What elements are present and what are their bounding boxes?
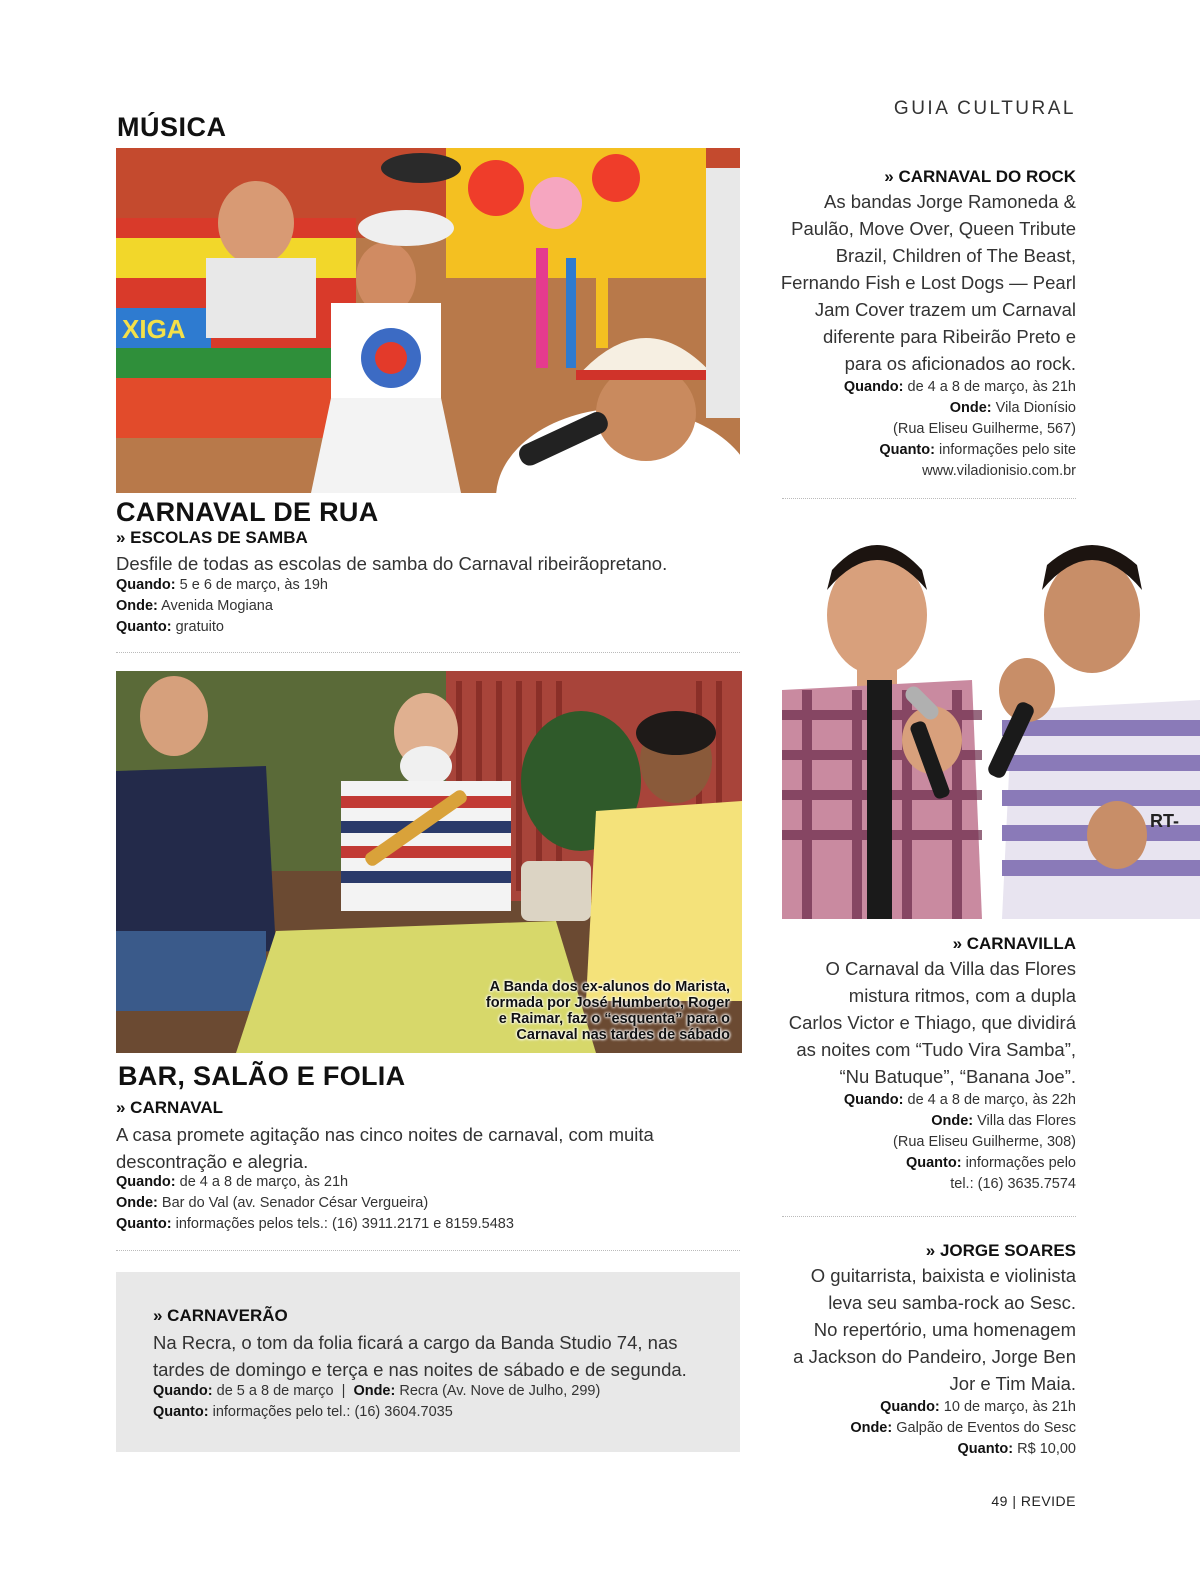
carnaverao-subtitle: » CARNAVERÃO [153, 1306, 288, 1325]
carnavilla-description: O Carnaval da Villa das Flores mistura ritmos, com a dupla Carlos Victor e Thiago, que dividirá as noites com “Tudo Vira Samba”, “Nu Batuque”, “Banana Joe”. [788, 958, 1076, 1087]
carnaval-rock-details: Quando: de 4 a 8 de março, às 21h Onde: Vila Dionísio (Rua Eliseu Guilherme, 567) Quanto: informações pelo site www.viladionisio.com.br [756, 377, 1076, 482]
carnaval-rock-block [756, 167, 1076, 482]
parade-banner-text: XIGA [122, 314, 186, 344]
jorge-soares-block [756, 1241, 1076, 1460]
singers-shirt-text: RT- [1150, 811, 1179, 831]
carnaverao-details: Quando: de 5 a 8 de março | Onde: Recra (Av. Nove de Julho, 299) Quanto: informações pelo tel.: (16) 3604.7035 [153, 1383, 601, 1420]
divider [782, 498, 1076, 499]
bar-salao-title: BAR, SALÃO E FOLIA [118, 1061, 406, 1091]
singers-photo [782, 530, 1200, 919]
divider [782, 1216, 1076, 1217]
divider [116, 652, 740, 653]
carnavilla-subtitle: » CARNAVILLA [952, 934, 1076, 953]
bar-salao-subtitle: » CARNAVAL [116, 1098, 224, 1117]
carnaval-de-rua-title: CARNAVAL DE RUA [116, 497, 379, 527]
carnaval-rock-description: As bandas Jorge Ramoneda & Paulão, Move Over, Queen Tribute Brazil, Children of The Beast, Fernando Fish e Lost Dogs — Pearl Jam Cover trazem um Carnaval diferente para Ribeirão Preto e para os aficionados ao rock. [780, 191, 1076, 374]
bar-salao-description: A casa promete agitação nas cinco noites de carnaval, com muita descontração e alegria. [116, 1124, 654, 1172]
carnaval-de-rua-description: Desfile de todas as escolas de samba do Carnaval ribeirãopretano. [116, 553, 668, 574]
carnaval-de-rua-details: Quando: 5 e 6 de março, às 19h Onde: Avenida Mogiana Quanto: gratuito [116, 577, 328, 635]
guide-header: GUIA CULTURAL [893, 98, 1076, 119]
carnaval-rock-subtitle: » CARNAVAL DO ROCK [884, 167, 1076, 186]
jorge-soares-details: Quando: 10 de março, às 21h Onde: Galpão de Eventos do Sesc Quanto: R$ 10,00 [850, 1399, 1076, 1457]
jorge-soares-subtitle: » JORGE SOARES [925, 1241, 1076, 1260]
carnavilla-block [756, 934, 1076, 1195]
band-photo-caption: A Banda dos ex-alunos do Marista, formada por José Humberto, Roger e Raimar, faz o “esquenta” para o Carnaval nas tardes de sábado [485, 979, 730, 1043]
bar-salao-details: Quando: de 4 a 8 de março, às 21h Onde: Bar do Val (av. Senador César Vergueira) Quanto: informações pelos tels.: (16) 3911.2171 e 8159.5483 [116, 1174, 514, 1232]
carnaval-rock-site: www.viladionisio.com.br [922, 463, 1076, 479]
page-footer: 49 | REVIDE [991, 1493, 1076, 1509]
section-title: MÚSICA [117, 112, 227, 142]
carnavilla-details: Quando: de 4 a 8 de março, às 22h Onde: Villa das Flores (Rua Eliseu Guilherme, 308) Quanto: informações pelo tel.: (16) 3635.7574 [843, 1092, 1076, 1192]
magazine-name: REVIDE [1020, 1493, 1076, 1509]
divider [116, 1250, 740, 1251]
jorge-soares-description: O guitarrista, baixista e violinista leva seu samba-rock ao Sesc. No repertório, uma homenagem a Jackson do Pandeiro, Jorge Ben Jor e Tim Maia. [793, 1265, 1076, 1394]
carnaval-de-rua-subtitle: » ESCOLAS DE SAMBA [116, 528, 308, 547]
carnaverao-description: Na Recra, o tom da folia ficará a cargo da Banda Studio 74, nas tardes de domingo e terça e nas noites de sábado e de segunda. [153, 1332, 687, 1380]
carnival-parade-photo [116, 148, 740, 493]
page-number: 49 [991, 1493, 1008, 1509]
